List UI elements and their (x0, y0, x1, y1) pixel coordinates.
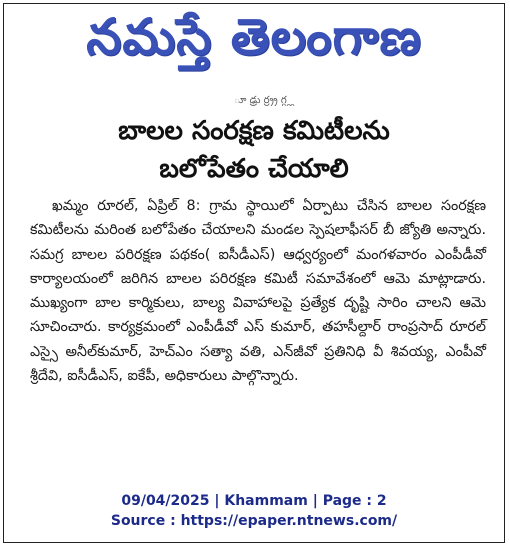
headline-line-2: బలోపేతం చేయాలి (159, 154, 349, 184)
article-body (30, 194, 486, 388)
article-paragraph: ఖమ్మం రూరల్, ఏప్రిల్ 8: గ్రామ స్థాయిలో ఏర్పాటు చేసిన బాలల సంరక్షణ కమిటీలను మరింత బలోపేతం చేయాలని మండల స్పెషలాఫీసర్ బీ జ్యోతి అన్నారు. సమగ్ర బాలల పరిరక్షణ పథకం( ఐసీడీఎస్) ఆధ్వర్యంలో మంగళవారం ఎంపీడీవో కార్యాలయంలో జరిగిన బాలల పరిరక్షణ కమిటీ సమావేశంలో ఆమె మాట్లాడారు. ముఖ్యంగా బాల కార్మికులు, బాల్య వివాహాలపై ప్రత్యేక దృష్టి సారిం చాలని ఆమె సూచించారు. కార్యక్రమంలో ఎంపీడీవో ఎస్ కుమార్, తహసీల్దార్ రాంప్రసాద్ రూరల్ ఎస్సై అనీల్‌కుమార్, హెచ్‌ఎం సత్యా వతి, ఎన్‌జీవో ప్రతినిధి వీ శివయ్య, ఎంపీవో శ్రీదేవి, ఐసీడీఎస్, ఐకేపీ, అధికారులు పాల్గొన్నారు. (30, 198, 486, 385)
footer-date-edition: 09/04/2025 | Khammam | Page : 2 (121, 493, 387, 509)
newspaper-masthead (4, 6, 504, 80)
footer-source: Source : https://epaper.ntnews.com/ (110, 513, 398, 529)
headline-line-1: బాలల సంరక్షణ కమిటీలను (118, 116, 390, 146)
clipped-text-fragment: ూ ఢ్రు ర్ర్ర్ర గ్గ్గ్గ (234, 95, 295, 106)
clipping-frame (3, 3, 505, 543)
masthead-title: నమస్తే తెలంగాణ (86, 7, 422, 66)
